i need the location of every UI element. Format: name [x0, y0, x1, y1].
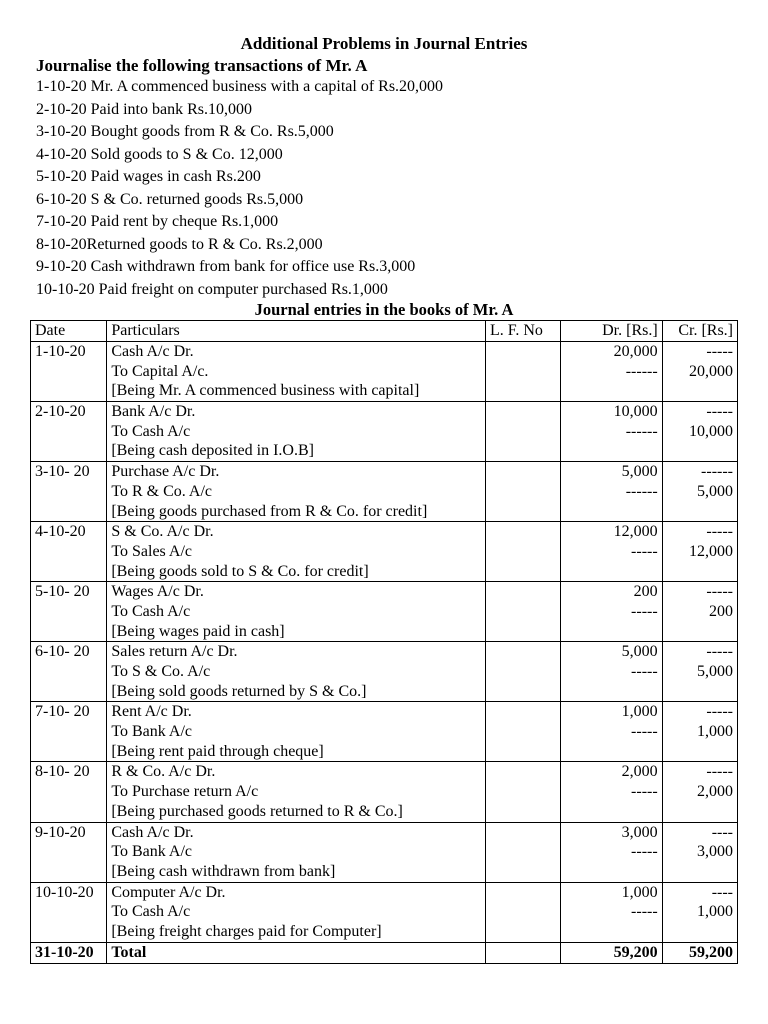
- total-debit: 59,200: [561, 942, 662, 963]
- entry-debit-account: Bank A/c Dr.: [111, 403, 196, 421]
- entry-debit-amount: 1,000: [621, 703, 658, 721]
- entry-credit-account: To Cash A/c: [111, 602, 191, 620]
- header-debit: Dr. [Rs.]: [561, 321, 662, 342]
- journal-entry-row: [31, 642, 738, 702]
- entry-credit-account: To Purchase return A/c: [111, 783, 259, 801]
- entry-date-text: 10-10-20: [35, 883, 94, 901]
- total-credit: 59,200: [662, 942, 737, 963]
- header-credit: Cr. [Rs.]: [662, 321, 737, 342]
- page-title: Additional Problems in Journal Entries: [240, 34, 528, 53]
- entry-date-text: 9-10-20: [35, 823, 86, 841]
- entry-credit-column: [662, 402, 737, 462]
- journal-entry-row: [31, 402, 738, 462]
- entry-debit-column: [561, 642, 662, 702]
- entry-narration: [Being goods purchased from R & Co. for credit]: [111, 502, 428, 520]
- entry-particulars: [107, 582, 486, 642]
- entry-lf: [485, 342, 560, 402]
- table-header-row: [31, 321, 738, 342]
- entry-narration: [Being purchased goods returned to R & Co.]: [111, 802, 403, 820]
- entry-debit-account: Cash A/c Dr.: [111, 343, 194, 360]
- total-row: [31, 942, 738, 963]
- total-date: 31-10-20: [31, 942, 107, 963]
- entry-credit-dash: -----: [706, 343, 733, 360]
- entry-lf: [485, 642, 560, 702]
- entry-narration: [Being freight charges paid for Computer]: [111, 922, 382, 940]
- journal-entry-row: [31, 582, 738, 642]
- entry-debit-column: [561, 762, 662, 822]
- entry-date: [31, 342, 107, 402]
- entry-particulars: [107, 402, 486, 462]
- entry-credit-column: [662, 342, 737, 402]
- entry-lf: [485, 402, 560, 462]
- entry-date-text: 5-10- 20: [35, 583, 90, 601]
- entry-date-text: 2-10-20: [35, 403, 86, 421]
- entry-credit-amount: 12,000: [689, 542, 733, 560]
- entry-date: [31, 822, 107, 882]
- entry-date-text: 8-10- 20: [35, 763, 90, 781]
- header-lf: L. F. No: [485, 321, 560, 342]
- entry-debit-column: [561, 402, 662, 462]
- entry-narration: [Being wages paid in cash]: [111, 622, 285, 640]
- entry-credit-amount: 1,000: [697, 903, 733, 921]
- entry-particulars: [107, 762, 486, 822]
- transaction-item: 7-10-20 Paid rent by cheque Rs.1,000: [36, 213, 279, 230]
- entry-credit-account: To S & Co. A/c: [111, 663, 211, 680]
- header-date: Date: [31, 321, 107, 342]
- entry-debit-amount: 12,000: [613, 523, 658, 541]
- entry-narration: [Being sold goods returned by S & Co.]: [111, 682, 367, 700]
- entry-credit-dash: ------: [701, 463, 733, 481]
- entry-credit-dash: ----: [711, 883, 733, 901]
- entry-credit-column: [662, 642, 737, 702]
- total-label: Total: [107, 942, 486, 963]
- entry-particulars: [107, 822, 486, 882]
- entry-debit-dash: ------: [625, 422, 658, 440]
- entry-credit-column: [662, 522, 737, 582]
- entry-debit-account: R & Co. A/c Dr.: [111, 763, 216, 781]
- entry-credit-column: [662, 702, 737, 762]
- entry-lf: [485, 882, 560, 942]
- entry-lf: [485, 582, 560, 642]
- journal-entry-row: [31, 762, 738, 822]
- entry-credit-dash: -----: [706, 643, 733, 661]
- entry-debit-amount: 5,000: [621, 463, 658, 481]
- entry-debit-dash: -----: [631, 723, 658, 741]
- entry-date: [31, 702, 107, 762]
- entry-date: [31, 642, 107, 702]
- entry-particulars: [107, 642, 486, 702]
- entry-debit-amount: 3,000: [621, 823, 658, 841]
- entry-date-text: 6-10- 20: [35, 643, 90, 661]
- transaction-item: 9-10-20 Cash withdrawn from bank for office use Rs.3,000: [36, 258, 416, 275]
- journal-entry-row: [31, 822, 738, 882]
- header-particulars: Particulars: [107, 321, 486, 342]
- entry-credit-amount: 2,000: [697, 783, 733, 801]
- entry-debit-column: [561, 582, 662, 642]
- entry-date: [31, 582, 107, 642]
- entry-debit-dash: -----: [631, 903, 658, 921]
- entry-credit-amount: 3,000: [697, 843, 733, 861]
- entry-debit-dash: -----: [631, 663, 658, 680]
- entry-debit-dash: -----: [631, 542, 658, 560]
- entry-debit-column: [561, 462, 662, 522]
- transaction-item: 3-10-20 Bought goods from R & Co. Rs.5,000: [36, 123, 334, 140]
- journal-entries: [31, 342, 738, 943]
- entry-debit-column: [561, 822, 662, 882]
- entry-debit-dash: -----: [631, 783, 658, 801]
- transaction-item: 10-10-20 Paid freight on computer purchased Rs.1,000: [36, 280, 388, 298]
- journal-entry-row: [31, 522, 738, 582]
- entry-date: [31, 522, 107, 582]
- entry-debit-amount: 5,000: [621, 643, 658, 661]
- entry-debit-account: Computer A/c Dr.: [111, 883, 226, 901]
- journal-entry-row: [31, 702, 738, 762]
- entry-date-text: 1-10-20: [35, 343, 86, 360]
- entry-date-text: 4-10-20: [35, 523, 86, 541]
- entry-debit-account: Rent A/c Dr.: [111, 703, 192, 721]
- entry-credit-column: [662, 462, 737, 522]
- entry-debit-account: Wages A/c Dr.: [111, 583, 204, 601]
- entry-debit-amount: 1,000: [621, 883, 658, 901]
- transaction-item: 5-10-20 Paid wages in cash Rs.200: [36, 168, 261, 185]
- entry-narration: [Being goods sold to S & Co. for credit]: [111, 562, 369, 580]
- transaction-item: 4-10-20 Sold goods to S & Co. 12,000: [36, 145, 283, 163]
- transaction-item: 8-10-20Returned goods to R & Co. Rs.2,000: [36, 235, 323, 253]
- entry-narration: [Being rent paid through cheque]: [111, 742, 324, 760]
- entry-debit-column: [561, 342, 662, 402]
- entry-credit-account: To Capital A/c.: [111, 362, 209, 380]
- entry-credit-account: To Cash A/c: [111, 422, 191, 440]
- entry-particulars: [107, 462, 486, 522]
- entry-lf: [485, 522, 560, 582]
- entry-debit-amount: 200: [633, 583, 658, 601]
- entry-credit-dash: -----: [706, 583, 733, 601]
- entry-lf: [485, 762, 560, 822]
- entry-date: [31, 402, 107, 462]
- entry-date: [31, 762, 107, 822]
- entry-debit-account: Purchase A/c Dr.: [111, 463, 220, 481]
- entry-lf: [485, 462, 560, 522]
- journal-entry-row: [31, 462, 738, 522]
- entry-particulars: [107, 702, 486, 762]
- entry-debit-amount: 20,000: [613, 343, 658, 360]
- entry-credit-account: To Cash A/c: [111, 903, 191, 921]
- entry-debit-amount: 2,000: [621, 763, 658, 781]
- entry-narration: [Being Mr. A commenced business with capital]: [111, 382, 420, 400]
- entry-credit-amount: 1,000: [697, 723, 733, 741]
- transaction-item: 6-10-20 S & Co. returned goods Rs.5,000: [36, 190, 304, 208]
- transaction-item: 2-10-20 Paid into bank Rs.10,000: [36, 100, 252, 118]
- entry-credit-dash: -----: [706, 403, 733, 421]
- entry-debit-dash: ------: [625, 482, 658, 500]
- entry-date: [31, 462, 107, 522]
- entry-credit-dash: -----: [706, 703, 733, 721]
- entry-narration: [Being cash withdrawn from bank]: [111, 862, 336, 880]
- entry-date: [31, 882, 107, 942]
- entry-debit-dash: ------: [625, 362, 658, 380]
- entry-lf: [485, 822, 560, 882]
- entry-credit-dash: ----: [711, 823, 733, 841]
- instructions-heading: Journalise the following transactions of Mr. A: [36, 56, 368, 75]
- entry-debit-dash: -----: [631, 843, 658, 861]
- entry-debit-account: Cash A/c Dr.: [111, 823, 194, 841]
- entry-debit-amount: 10,000: [613, 403, 658, 421]
- journal-table-title: Journal entries in the books of Mr. A: [254, 300, 514, 319]
- entry-debit-account: Sales return A/c Dr.: [111, 643, 238, 661]
- entry-credit-column: [662, 882, 737, 942]
- entry-credit-dash: -----: [706, 523, 733, 541]
- entry-credit-column: [662, 762, 737, 822]
- entry-debit-column: [561, 702, 662, 762]
- entry-credit-account: To Bank A/c: [111, 723, 192, 741]
- entry-credit-amount: 5,000: [697, 663, 733, 680]
- entry-credit-account: To Bank A/c: [111, 843, 192, 861]
- entry-credit-amount: 20,000: [689, 362, 733, 380]
- entry-debit-account: S & Co. A/c Dr.: [111, 523, 214, 541]
- transaction-item: 1-10-20 Mr. A commenced business with a capital of Rs.20,000: [36, 78, 444, 95]
- entry-date-text: 3-10- 20: [35, 463, 90, 481]
- entry-credit-amount: 5,000: [697, 482, 733, 500]
- entry-credit-amount: 10,000: [689, 422, 733, 440]
- entry-credit-account: To Sales A/c: [111, 542, 192, 560]
- entry-particulars: [107, 342, 486, 402]
- transaction-list: [36, 76, 443, 301]
- entry-particulars: [107, 522, 486, 582]
- entry-credit-amount: 200: [709, 602, 733, 620]
- total-lf: [485, 942, 560, 963]
- entry-credit-column: [662, 822, 737, 882]
- entry-debit-dash: -----: [631, 602, 658, 620]
- entry-particulars: [107, 882, 486, 942]
- journal-entry-row: [31, 882, 738, 942]
- entry-credit-account: To R & Co. A/c: [111, 482, 213, 500]
- entry-narration: [Being cash deposited in I.O.B]: [111, 442, 314, 460]
- entry-date-text: 7-10- 20: [35, 703, 90, 721]
- entry-credit-dash: -----: [706, 763, 733, 781]
- entry-lf: [485, 702, 560, 762]
- entry-debit-column: [561, 522, 662, 582]
- journal-entry-row: [31, 342, 738, 402]
- entry-credit-column: [662, 582, 737, 642]
- journal-table: [30, 320, 738, 964]
- entry-debit-column: [561, 882, 662, 942]
